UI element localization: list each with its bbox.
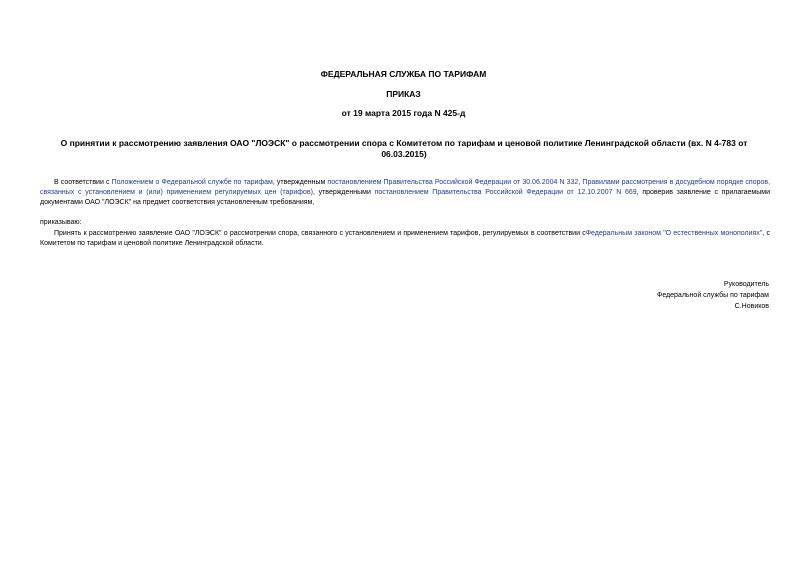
preamble-text-2: , утвержденным xyxy=(272,179,328,186)
decision-text-2: , с Комитетом по тарифам и ценовой политике Ленинградской области. xyxy=(40,230,770,247)
doc-type: ПРИКАЗ xyxy=(386,89,421,99)
doc-subject: О принятии к рассмотрению заявления ОАО "ЛОЭСК" о рассмотрении спора с Комитетом по тарифам и ценовой политике Ленинградской области (вх. N 4-783 от 06.03.2015) xyxy=(60,138,748,159)
decision-text-1: Принять к рассмотрению заявление ОАО "ЛОЭСК" о рассмотрении спора, связанного с установлением и применением тарифов, регулируемых в соответствии с xyxy=(54,230,586,237)
link-resolution-332[interactable]: постановлением Правительства Российской Федерации от 30.06.2004 N 332 xyxy=(327,179,579,186)
preamble-paragraph xyxy=(40,178,770,208)
link-fst-regulation[interactable]: Положением о Федеральной службе по тарифам xyxy=(111,179,273,186)
link-monopolies-law[interactable]: Федеральным законом "О естественных монополиях" xyxy=(585,230,763,237)
preamble-text-4: , утвержденными xyxy=(312,189,375,196)
preamble-text-1: В соответствии с xyxy=(54,179,112,186)
link-dispute-rules[interactable]: Правилами рассмотрения в досудебном порядке споров, связанных с установлением и (или) применением регулируемых цен (тарифов) xyxy=(40,179,771,196)
signature-organization: Федеральной службы по тарифам xyxy=(657,292,769,299)
signature-name: С.Новиков xyxy=(734,303,769,310)
decision-paragraph xyxy=(40,229,770,249)
preamble-text-3: , xyxy=(578,179,583,186)
order-word: приказываю: xyxy=(40,219,82,226)
link-resolution-669[interactable]: постановлением Правительства Российской Федерации от 12.10.2007 N 669 xyxy=(374,189,637,196)
preamble-text-5: , проверив заявление с прилагаемыми документами ОАО "ЛОЭСК" на предмет соответствия установленным требованиям, xyxy=(40,189,771,206)
agency-title: ФЕДЕРАЛЬНАЯ СЛУЖБА ПО ТАРИФАМ xyxy=(320,69,487,79)
signature-position: Руководитель xyxy=(723,281,769,288)
doc-date-number: от 19 марта 2015 года N 425-д xyxy=(341,108,466,118)
